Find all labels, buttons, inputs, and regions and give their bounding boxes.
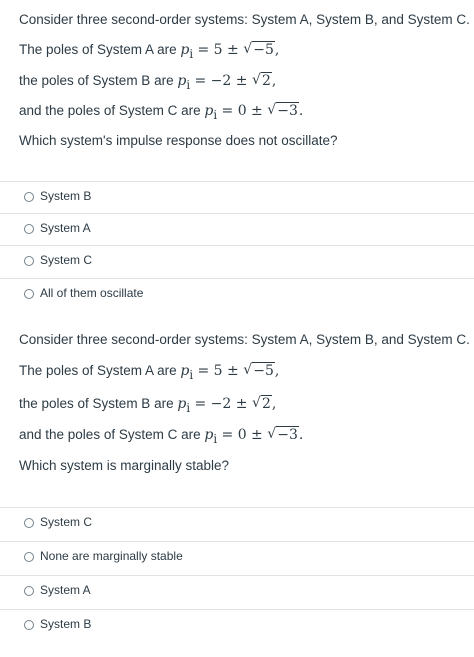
poles-c-math <box>204 427 304 446</box>
pole-subscript: i <box>213 431 218 446</box>
punctuation: , <box>274 42 280 58</box>
poles-b-prefix: the poles of System B are <box>19 396 178 411</box>
question-1-poles-b <box>19 72 276 94</box>
answer-label: System C <box>40 253 93 267</box>
pole-equation: = −2 ± <box>190 396 252 412</box>
poles-a-math <box>180 42 280 61</box>
question-2-poles-b <box>19 395 276 417</box>
sqrt-symbol <box>243 41 275 59</box>
answer-option[interactable] <box>0 575 474 609</box>
answer-option[interactable] <box>0 507 474 541</box>
answer-label: System A <box>40 583 91 597</box>
radio-button[interactable] <box>24 224 34 234</box>
question-1-intro: Consider three second-order systems: System A, System B, and System C. <box>19 12 470 27</box>
question-1-poles-a <box>19 41 279 63</box>
answer-option[interactable] <box>0 245 474 279</box>
question-2-poles-c <box>19 426 303 448</box>
punctuation: , <box>274 363 280 379</box>
radio-button[interactable] <box>24 289 34 299</box>
radicand: −5 <box>253 363 274 379</box>
answer-option[interactable] <box>0 278 474 312</box>
radio-button[interactable] <box>24 256 34 266</box>
punctuation: , <box>271 396 277 412</box>
question-1-poles-c <box>19 102 303 124</box>
radio-button[interactable] <box>24 620 34 630</box>
radio-button[interactable] <box>24 586 34 596</box>
pole-equation: = 0 ± <box>217 427 268 443</box>
poles-b-math <box>177 73 277 92</box>
pole-variable: p <box>177 396 187 412</box>
poles-a-prefix: The poles of System A are <box>19 42 181 57</box>
answer-label: System C <box>40 515 93 529</box>
pole-variable: p <box>177 73 187 89</box>
answer-option[interactable] <box>0 213 474 247</box>
pole-subscript: i <box>189 46 194 61</box>
pole-variable: p <box>180 42 190 58</box>
sqrt-symbol <box>243 362 275 380</box>
radio-button[interactable] <box>24 518 34 528</box>
sqrt-symbol <box>252 72 272 90</box>
pole-equation: = 0 ± <box>217 103 268 119</box>
poles-b-math <box>177 396 277 415</box>
answer-option[interactable] <box>0 609 474 643</box>
radicand: −3 <box>277 103 298 119</box>
punctuation: . <box>298 427 304 443</box>
radicand: −5 <box>253 42 274 58</box>
answer-label: System B <box>40 617 92 631</box>
answer-label: All of them oscillate <box>40 286 144 300</box>
question-1-prompt: Which system's impulse response does not oscillate? <box>19 133 338 148</box>
poles-c-prefix: and the poles of System C are <box>19 103 205 118</box>
poles-a-prefix: The poles of System A are <box>19 363 181 378</box>
punctuation: . <box>298 103 304 119</box>
punctuation: , <box>271 73 277 89</box>
pole-equation: = −2 ± <box>190 73 252 89</box>
pole-subscript: i <box>186 400 191 415</box>
question-2-prompt: Which system is marginally stable? <box>19 458 230 473</box>
pole-equation: = 5 ± <box>193 363 244 379</box>
radio-button[interactable] <box>24 192 34 202</box>
pole-variable: p <box>204 427 214 443</box>
poles-a-math <box>180 363 280 382</box>
radicand: 2 <box>261 73 271 89</box>
question-2-intro: Consider three second-order systems: System A, System B, and System C. <box>19 332 470 347</box>
pole-subscript: i <box>213 107 218 122</box>
sqrt-symbol <box>267 102 299 120</box>
poles-c-prefix: and the poles of System C are <box>19 427 205 442</box>
pole-subscript: i <box>186 77 191 92</box>
radio-button[interactable] <box>24 552 34 562</box>
pole-variable: p <box>180 363 190 379</box>
radicand: −3 <box>277 427 298 443</box>
answer-label: System A <box>40 221 91 235</box>
pole-equation: = 5 ± <box>193 42 244 58</box>
pole-variable: p <box>204 103 214 119</box>
answer-option[interactable] <box>0 541 474 575</box>
answer-label: None are marginally stable <box>40 549 183 563</box>
pole-subscript: i <box>189 367 194 382</box>
radicand: 2 <box>261 396 271 412</box>
answer-label: System B <box>40 189 92 203</box>
question-2-poles-a <box>19 362 279 384</box>
poles-c-math <box>204 103 304 122</box>
poles-b-prefix: the poles of System B are <box>19 73 178 88</box>
answer-option[interactable] <box>0 181 474 215</box>
sqrt-symbol <box>267 426 299 444</box>
sqrt-symbol <box>252 395 272 413</box>
